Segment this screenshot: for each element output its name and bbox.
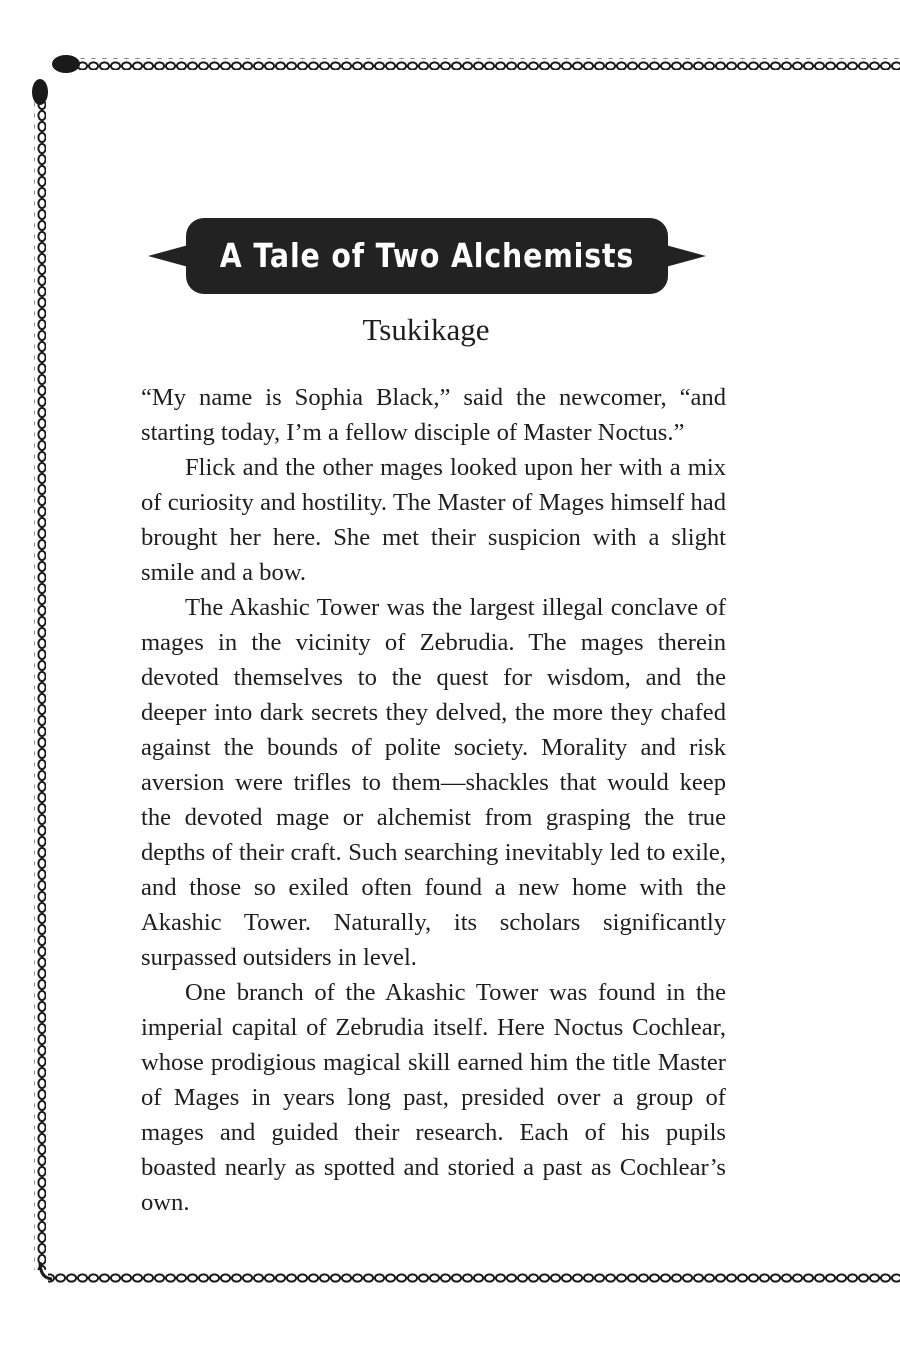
story-body xyxy=(141,380,726,1220)
bottom-chain xyxy=(48,1273,900,1285)
paragraph: Flick and the other mages looked upon her with a mix of curiosity and hostility. The Master of Mages himself had brought her here. She met their suspicion with a slight smile and a bow. xyxy=(141,454,726,586)
paragraph: “My name is Sophia Black,” said the newcomer, “and starting today, I’m a fellow disciple of Master Noctus.” xyxy=(141,384,726,446)
top-chain xyxy=(78,58,900,70)
chain-weight-top xyxy=(52,55,80,73)
paragraph: One branch of the Akashic Tower was found in the imperial capital of Zebrudia itself. Here Noctus Cochlear, whose prodigious magical skill earned him the title Master of Mages in years long past, presided over a group of mages and guided their research. Each of his pupils boasted nearly as spotted and storied a past as Cochlear’s own. xyxy=(141,979,726,1216)
left-chain xyxy=(34,102,46,1270)
paragraph: The Akashic Tower was the largest illegal conclave of mages in the vicinity of Zebrudia. The mages therein devoted themselves to the quest for wisdom, and the deeper into dark secrets they delved, the more they chafed against the bounds of polite society. Morality and risk aversion were trifles to them—shackles that would keep the devoted mage or alchemist from grasping the true depths of their craft. Such searching inevitably led to exile, and those so exiled often found a new home with the Akashic Tower. Naturally, its scholars significantly surpassed outsiders in level. xyxy=(141,594,726,971)
chapter-title: A Tale of Two Alchemists xyxy=(219,236,635,275)
author-name: Tsukikage xyxy=(362,312,490,347)
title-banner xyxy=(146,218,708,294)
chain-weight-left xyxy=(32,79,48,105)
